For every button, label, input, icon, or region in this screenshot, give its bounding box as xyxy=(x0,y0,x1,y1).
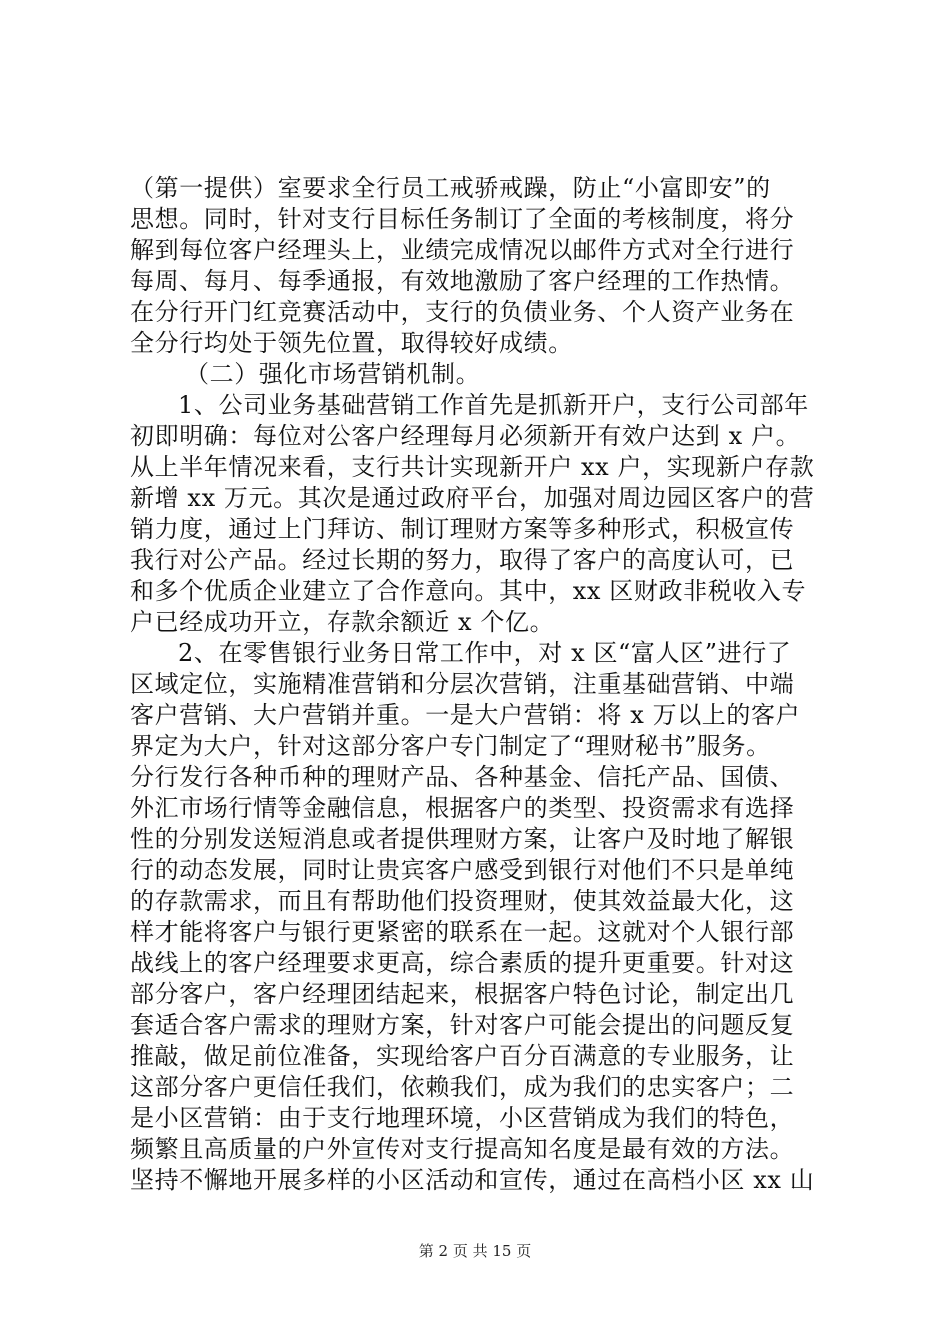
text-line: 这部分客户更信任我们，依赖我们，成为我们的忠实客户；二 xyxy=(130,1073,795,1101)
text-line: 战线上的客户经理要求更高，综合素质的提升更重要。针对这 xyxy=(130,949,795,977)
text-line: 性的分别发送短消息或者提供理财方案，让客户及时地了解银 xyxy=(130,825,795,853)
body-text xyxy=(130,173,830,1196)
text-line: 样才能将客户与银行更紧密的联系在一起。这就对个人银行部 xyxy=(130,918,795,946)
text-line: 频繁且高质量的户外宣传对支行提高知名度是最有效的方法。 xyxy=(130,1135,795,1163)
text-line: 初即明确：每位对公客户经理每月必须新开有效户达到 x 户。 xyxy=(130,422,801,450)
text-line: 是小区营销：由于支行地理环境，小区营销成为我们的特色， xyxy=(130,1104,795,1132)
text-line: 从上半年情况来看，支行共计实现新开户 xx 户，实现新户存款 xyxy=(130,453,815,481)
text-line: 新增 xx 万元。其次是通过政府平台，加强对周边园区客户的营 xyxy=(130,484,815,512)
text-line: 部分客户，客户经理团结起来，根据客户特色讨论，制定出几 xyxy=(130,980,795,1008)
text-line: 外汇市场行情等金融信息，根据客户的类型、投资需求有选择 xyxy=(130,794,795,822)
text-line: 和多个优质企业建立了合作意向。其中，xx 区财政非税收入专 xyxy=(130,577,807,605)
text-line: 客户营销、大户营销并重。一是大户营销：将 x 万以上的客户 xyxy=(130,701,801,729)
text-line: 2、在零售银行业务日常工作中，对 x 区“富人区”进行了 xyxy=(178,639,792,667)
text-line: 区域定位，实施精准营销和分层次营销，注重基础营销、中端 xyxy=(130,670,795,698)
text-line: 的存款需求，而且有帮助他们投资理财，使其效益最大化，这 xyxy=(130,887,795,915)
page-number: 第 2 页 共 15 页 xyxy=(418,1242,532,1260)
text-line: 分行发行各种币种的理财产品、各种基金、信托产品、国债、 xyxy=(130,763,795,791)
text-line: 我行对公产品。经过长期的努力，取得了客户的高度认可，已 xyxy=(130,546,795,574)
text-line: 推敲，做足前位准备，实现给客户百分百满意的专业服务，让 xyxy=(130,1042,795,1070)
text-line: 每周、每月、每季通报，有效地激励了客户经理的工作热情。 xyxy=(130,267,795,295)
text-line: 户已经成功开立，存款余额近 x 个亿。 xyxy=(130,608,555,636)
text-line: 套适合客户需求的理财方案，针对客户可能会提出的问题反复 xyxy=(130,1011,795,1039)
page-footer xyxy=(0,1240,950,1261)
text-line: 销力度，通过上门拜访、制订理财方案等多种形式，积极宣传 xyxy=(130,515,795,543)
text-line: 解到每位客户经理头上，业绩完成情况以邮件方式对全行进行 xyxy=(130,236,795,264)
text-line: （第一提供）室要求全行员工戒骄戒躁，防止“小富即安”的 xyxy=(130,174,771,202)
section-heading: （二）强化市场营销机制。 xyxy=(185,360,481,388)
text-line: 全分行均处于领先位置，取得较好成绩。 xyxy=(130,329,573,357)
text-line: 在分行开门红竞赛活动中，支行的负债业务、个人资产业务在 xyxy=(130,298,795,326)
text-line: 思想。同时，针对支行目标任务制订了全面的考核制度，将分 xyxy=(130,205,795,233)
text-line: 界定为大户，针对这部分客户专门制定了“理财秘书”服务。 xyxy=(130,732,771,760)
text-line: 行的动态发展，同时让贵宾客户感受到银行对他们不只是单纯 xyxy=(130,856,795,884)
text-line: 1、公司业务基础营销工作首先是抓新开户，支行公司部年 xyxy=(178,391,809,419)
text-line: 坚持不懈地开展多样的小区活动和宣传，通过在高档小区 xx 山 xyxy=(130,1166,815,1194)
